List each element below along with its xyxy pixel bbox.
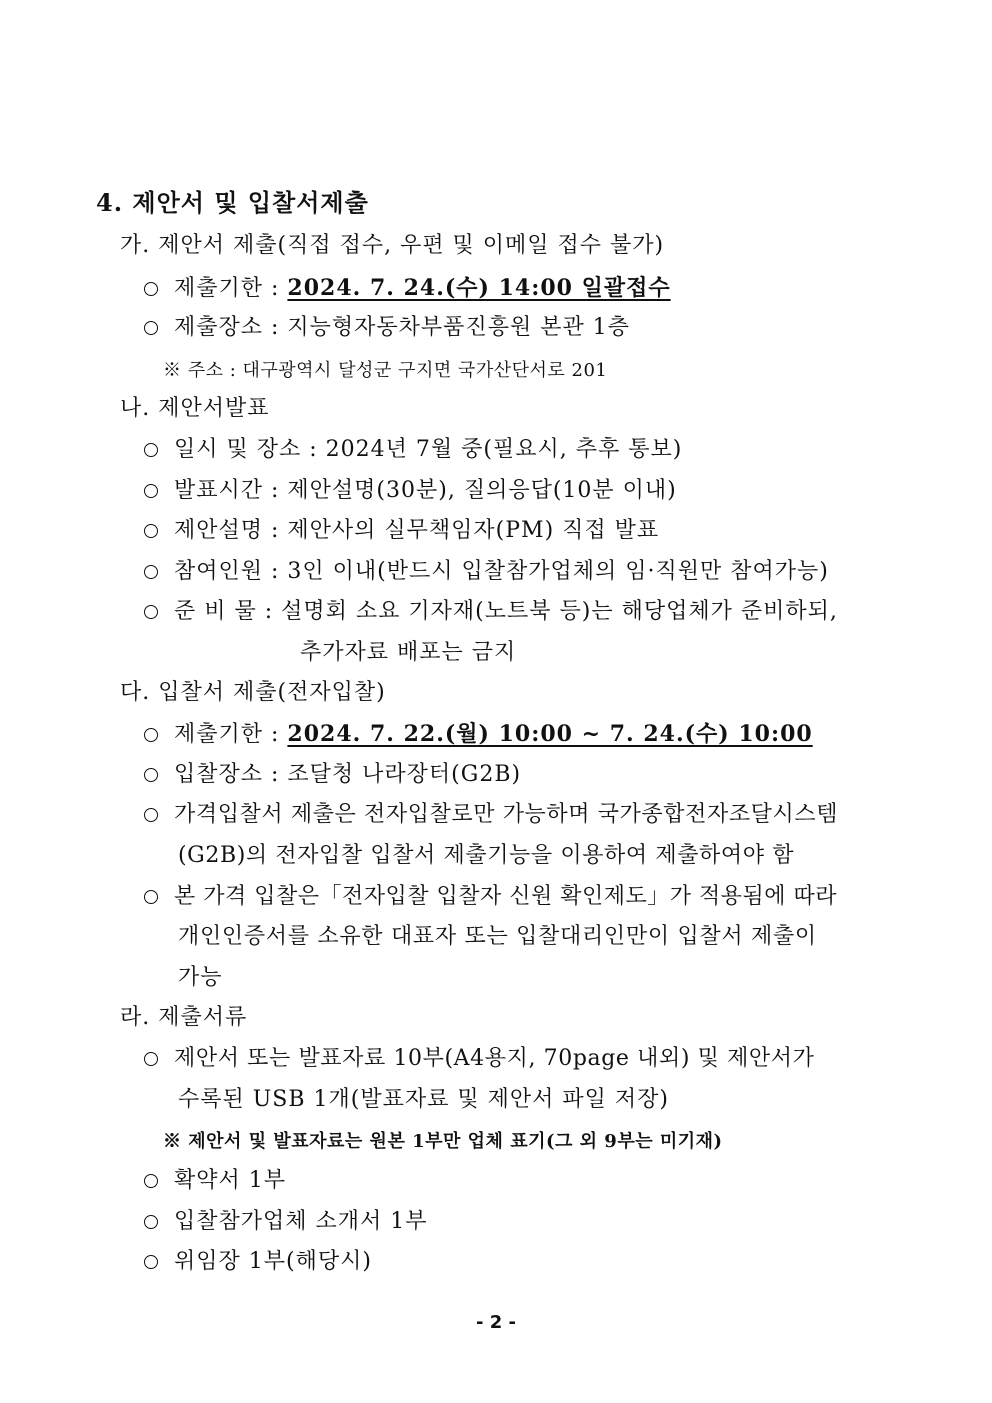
ra-proposal-continuation: 수록된 USB 1개(발표자료 및 제안서 파일 저장) <box>178 1087 669 1112</box>
na-item-text: 일시 및 장소 : 2024년 7월 중(필요시, 추후 통보) <box>174 437 683 462</box>
bullet-circle-icon <box>144 443 158 457</box>
bullet-circle-icon <box>144 524 158 538</box>
bullet-circle-icon <box>144 728 158 742</box>
da-deadline-label: 제출기한 : <box>174 722 288 747</box>
ra-proposal-note: ※ 제안서 및 발표자료는 원본 1부만 업체 표기(그 외 9부는 미기재) <box>163 1131 723 1152</box>
bullet-circle-icon <box>144 768 158 782</box>
ra-item-text: 위임장 1부(해당시) <box>174 1249 372 1274</box>
na-item-text: 제안설명 : 제안사의 실무책임자(PM) 직접 발표 <box>174 518 660 543</box>
bullet-circle-icon <box>144 1174 158 1188</box>
ra-item-proposal <box>144 1044 814 1074</box>
bullet-circle-icon <box>144 321 158 335</box>
ga-deadline-value: 2024. 7. 24.(수) 14:00 일괄접수 <box>287 275 671 301</box>
na-item-duration <box>144 476 677 506</box>
bullet-circle-icon <box>144 1255 158 1269</box>
ga-place-label: 제출장소 : <box>174 315 288 340</box>
na-prep-text: 설명회 소요 기자재(노트북 등)는 해당업체가 준비하되, <box>281 599 838 624</box>
subsection-ra-title: 라. 제출서류 <box>120 1005 248 1030</box>
ga-item-place <box>144 313 630 343</box>
da-price-continuation: (G2B)의 전자입찰 입찰서 제출기능을 이용하여 제출하여야 함 <box>178 843 795 868</box>
na-item-presenter <box>144 516 659 546</box>
bullet-circle-icon <box>144 890 158 904</box>
section-title: 4. 제안서 및 입찰서제출 <box>96 188 369 217</box>
da-item-deadline <box>144 719 813 750</box>
ra-item-pledge <box>144 1166 286 1196</box>
da-bid-continuation-1: 개인인증서를 소유한 대표자 또는 입찰대리인만이 입찰서 제출이 <box>178 924 817 949</box>
da-item-place <box>144 760 521 790</box>
bullet-circle-icon <box>144 484 158 498</box>
ra-proposal-text: 제안서 또는 발표자료 10부(A4용지, 70page 내외) 및 제안서가 <box>174 1046 815 1071</box>
na-item-text: 참여인원 : 3인 이내(반드시 입찰참가업체의 임·직원만 참여가능) <box>174 559 829 584</box>
bullet-circle-icon <box>144 282 158 296</box>
da-item-bid <box>144 882 837 912</box>
na-item-attendees <box>144 557 829 587</box>
ra-item-power-of-attorney <box>144 1247 372 1277</box>
bullet-circle-icon <box>144 565 158 579</box>
page-number: - 2 - <box>476 1312 516 1333</box>
ra-item-text: 입찰참가업체 소개서 1부 <box>174 1209 428 1234</box>
da-bid-text: 본 가격 입찰은「전자입찰 입찰자 신원 확인제도」가 적용됨에 따라 <box>174 884 838 909</box>
na-item-datetime <box>144 435 682 465</box>
na-prep-label: 준 비 물 : <box>174 599 282 624</box>
ga-deadline-label: 제출기한 : <box>174 276 288 301</box>
subsection-na-title: 나. 제안서발표 <box>120 396 270 421</box>
ra-item-text: 확약서 1부 <box>174 1168 286 1193</box>
subsection-da-title: 다. 입찰서 제출(전자입찰) <box>120 680 386 705</box>
da-place-text: 입찰장소 : 조달청 나라장터(G2B) <box>174 762 522 787</box>
da-item-price <box>144 800 838 830</box>
da-bid-continuation-2: 가능 <box>178 965 223 990</box>
bullet-circle-icon <box>144 1215 158 1229</box>
na-item-preparation <box>144 597 838 627</box>
ga-place-value: 지능형자동차부품진흥원 본관 1층 <box>287 315 630 340</box>
ra-item-company-intro <box>144 1207 428 1237</box>
da-deadline-value: 2024. 7. 22.(월) 10:00 ~ 7. 24.(수) 10:00 <box>287 721 813 747</box>
ga-item-deadline <box>144 273 671 304</box>
bullet-circle-icon <box>144 808 158 822</box>
bullet-circle-icon <box>144 1052 158 1066</box>
da-price-text: 가격입찰서 제출은 전자입찰로만 가능하며 국가종합전자조달시스템 <box>174 802 839 827</box>
subsection-ga-title: 가. 제안서 제출(직접 접수, 우편 및 이메일 접수 불가) <box>120 233 665 258</box>
ga-address-note: ※ 주소 : 대구광역시 달성군 구지면 국가산단서로 201 <box>163 360 608 381</box>
bullet-circle-icon <box>144 605 158 619</box>
na-item-text: 발표시간 : 제안설명(30분), 질의응답(10분 이내) <box>174 478 677 503</box>
na-prep-continuation: 추가자료 배포는 금지 <box>300 640 517 665</box>
